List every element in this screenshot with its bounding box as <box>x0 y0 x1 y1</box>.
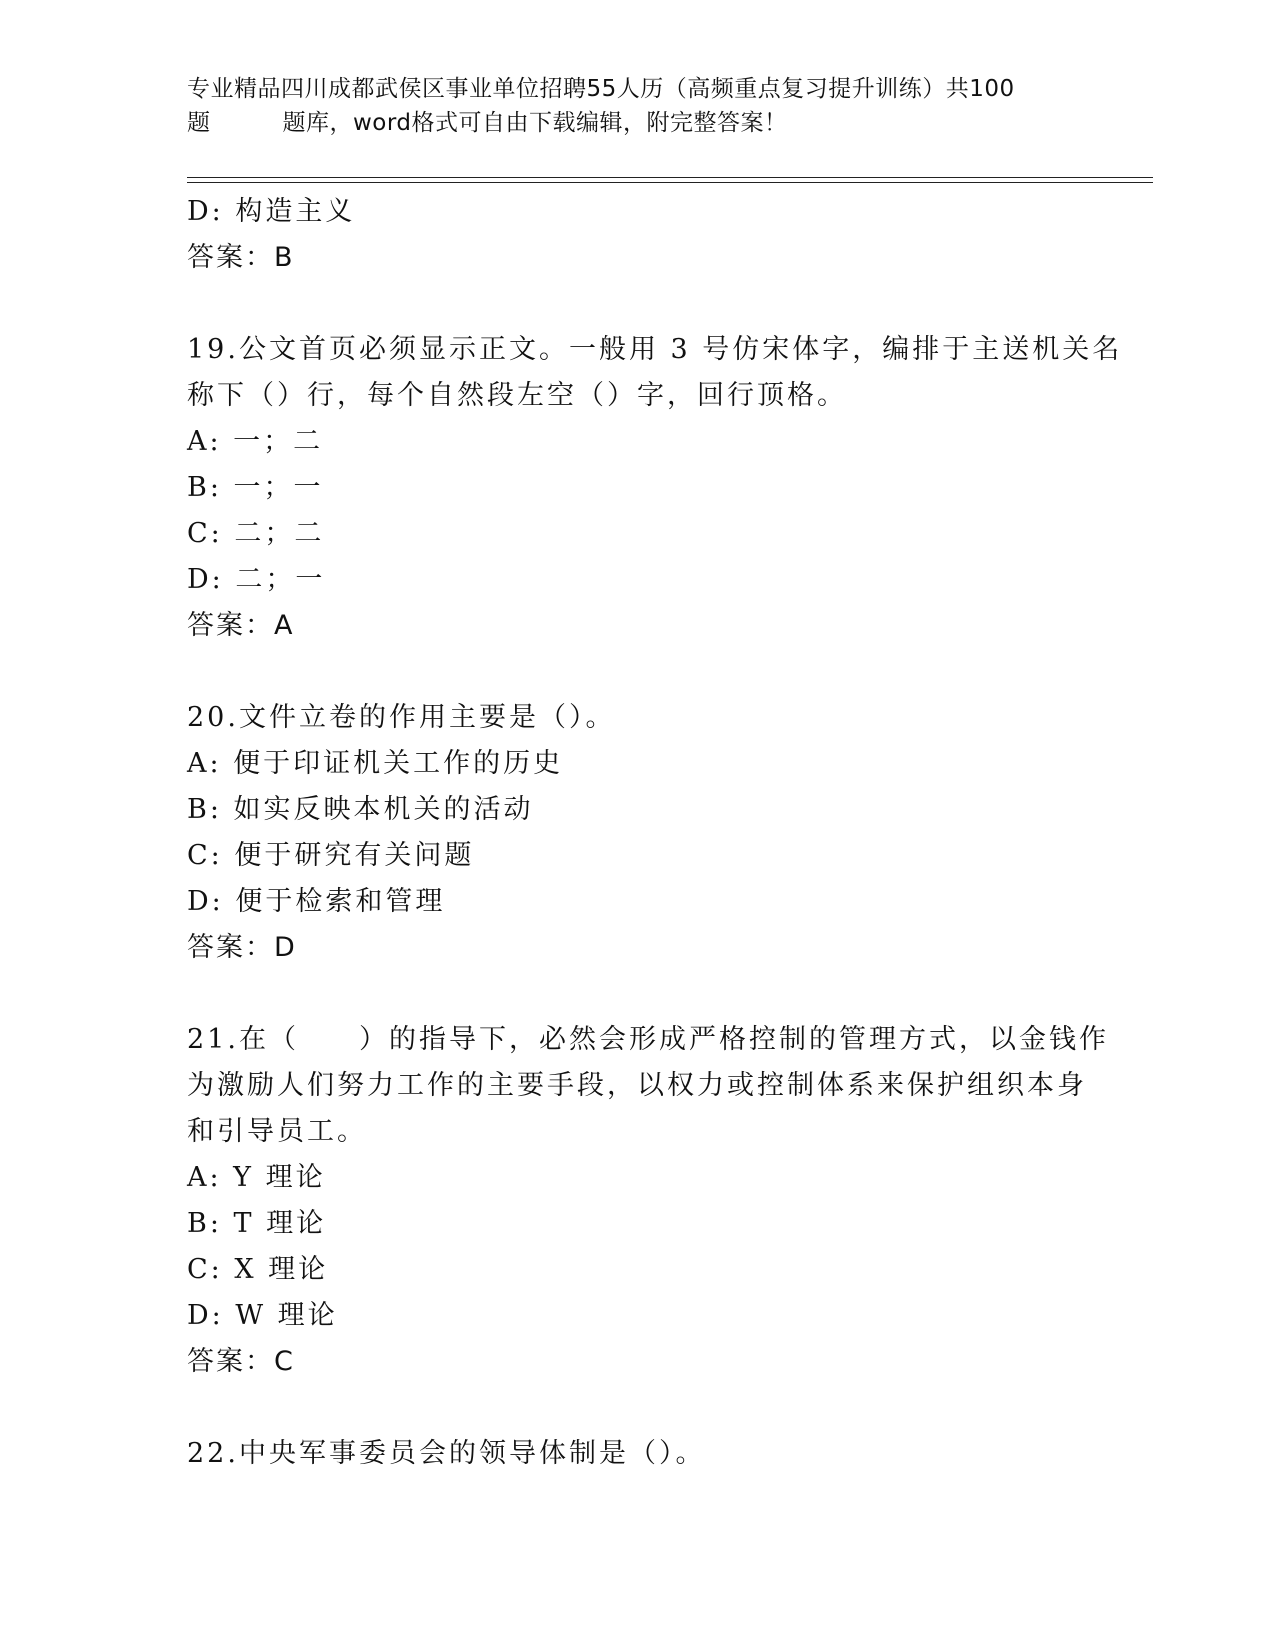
question-18 <box>187 189 1087 281</box>
option-a: A: 便于印证机关工作的历史 <box>187 748 564 779</box>
question-22 <box>187 1431 1087 1477</box>
answer: 答案：B <box>187 242 295 273</box>
option-b: B: 一；一 <box>187 472 324 503</box>
header-title-line1: 专业精品四川成都武侯区事业单位招聘55人历（高频重点复习提升训练）共100 <box>187 76 1015 102</box>
question-text-line: 20.文件立卷的作用主要是（）。 <box>187 702 616 733</box>
page-header <box>187 72 1087 140</box>
question-21 <box>187 1017 1109 1385</box>
answer: 答案：C <box>187 1346 295 1377</box>
question-20 <box>187 695 1087 971</box>
option-d: D: 构造主义 <box>187 196 356 227</box>
option-c: C: 二；二 <box>187 518 325 549</box>
option-d: D: W 理论 <box>187 1300 338 1331</box>
header-title-line2-rest: 题库，word格式可自由下载编辑，附完整答案！ <box>282 110 788 136</box>
option-a: A: Y 理论 <box>187 1162 326 1193</box>
header-divider-bottom <box>187 182 1153 183</box>
option-d: D: 二；一 <box>187 564 326 595</box>
option-b: B: 如实反映本机关的活动 <box>187 794 534 825</box>
question-text-line: 21.在（ ）的指导下，必然会形成严格控制的管理方式，以金钱作 <box>187 1024 1109 1055</box>
question-text-line: 19.公文首页必须显示正文。一般用 3 号仿宋体字，编排于主送机关名 <box>187 334 1123 365</box>
option-c: C: X 理论 <box>187 1254 329 1285</box>
header-title-line2 <box>187 106 1087 140</box>
header-divider-top <box>187 177 1153 178</box>
question-text-line: 称下（）行，每个自然段左空（）字，回行顶格。 <box>187 380 847 411</box>
option-a: A: 一；二 <box>187 426 324 457</box>
option-d: D: 便于检索和管理 <box>187 886 446 917</box>
question-19 <box>187 327 1123 649</box>
answer: 答案：D <box>187 932 297 963</box>
option-c: C: 便于研究有关问题 <box>187 840 475 871</box>
question-text-line: 和引导员工。 <box>187 1116 367 1147</box>
question-list <box>187 189 1123 1477</box>
question-text-line: 为激励人们努力工作的主要手段，以权力或控制体系来保护组织本身 <box>187 1070 1087 1101</box>
header-title-line2-start: 题 <box>187 110 211 136</box>
option-b: B: T 理论 <box>187 1208 327 1239</box>
question-text-line: 22.中央军事委员会的领导体制是（）。 <box>187 1438 706 1469</box>
answer: 答案：A <box>187 610 295 641</box>
